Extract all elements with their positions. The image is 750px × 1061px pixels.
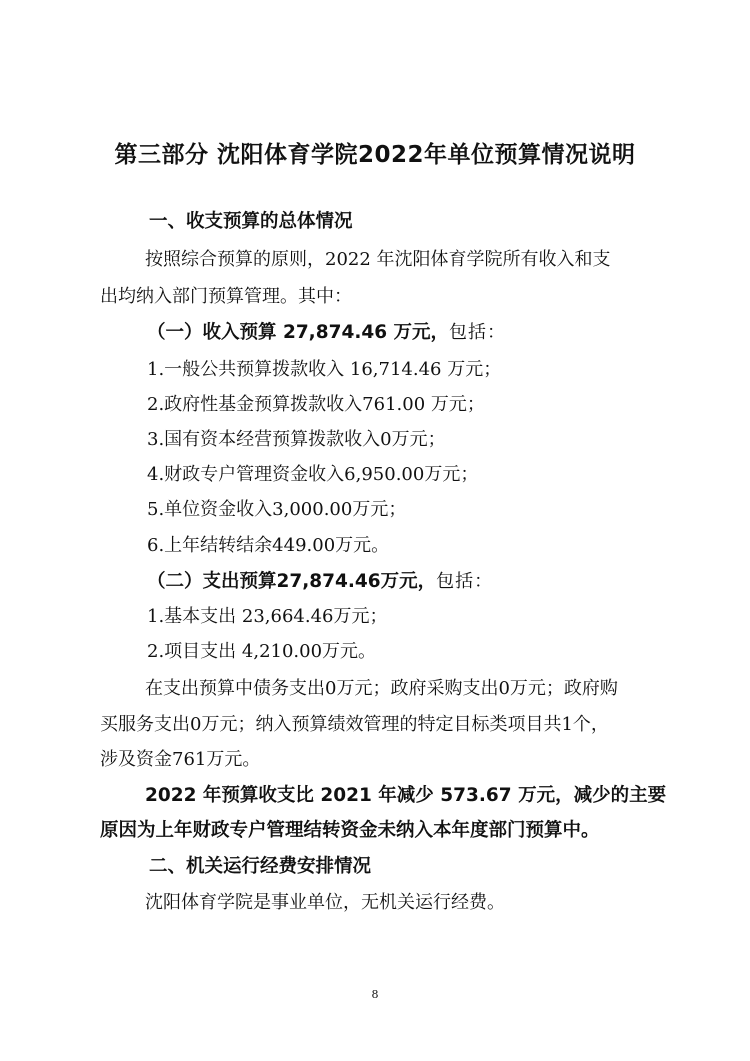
summary-line-1: 2022 年预算收支比 2021 年减少 573.67 万元，减少的主要 [145,785,667,806]
expense-item: 1.基本支出 23,664.46万元； [147,606,388,627]
income-heading-bold: （一）收入预算 27,874.46 万元， [147,322,450,343]
note-line-2: 买服务支出0万元；纳入预算绩效管理的特定目标类项目共1个， [100,714,609,735]
income-item: 5.单位资金收入3,000.00万元； [147,499,407,520]
section2-text: 沈阳体育学院是事业单位，无机关运行经费。 [145,892,505,913]
income-item: 4.财政专户管理资金收入6,950.00万元； [147,464,479,485]
income-item: 2.政府性基金预算拨款收入761.00 万元； [147,394,485,415]
income-item: 1.一般公共预算拨款收入 16,714.46 万元； [147,359,502,380]
income-item: 3.国有资本经营预算拨款收入0万元； [147,429,446,450]
intro-line-2: 出均纳入部门预算管理。其中： [100,286,352,307]
section2-heading: 二、机关运行经费安排情况 [149,856,372,877]
intro-line-1: 按照综合预算的原则，2022 年沈阳体育学院所有收入和支 [145,249,611,270]
page-title: 第三部分 沈阳体育学院2022年单位预算情况说明 [114,142,636,168]
note-line-3: 涉及资金761万元。 [100,749,261,770]
section1-heading: 一、收支预算的总体情况 [149,211,353,232]
note-line-1: 在支出预算中债务支出0万元；政府采购支出0万元；政府购 [145,678,618,699]
page-number: 8 [371,988,379,1001]
income-heading-tail: 包括： [449,322,507,343]
expense-heading-tail: 包括： [436,571,494,592]
income-item: 6.上年结转结余449.00万元。 [147,535,390,556]
expense-heading-bold: （二）支出预算27,874.46万元， [147,571,437,592]
summary-line-2: 原因为上年财政专户管理结转资金未纳入本年度部门预算中。 [100,820,600,841]
income-heading [147,317,506,349]
expense-item: 2.项目支出 4,210.00万元。 [147,641,377,662]
expense-heading [147,566,493,598]
